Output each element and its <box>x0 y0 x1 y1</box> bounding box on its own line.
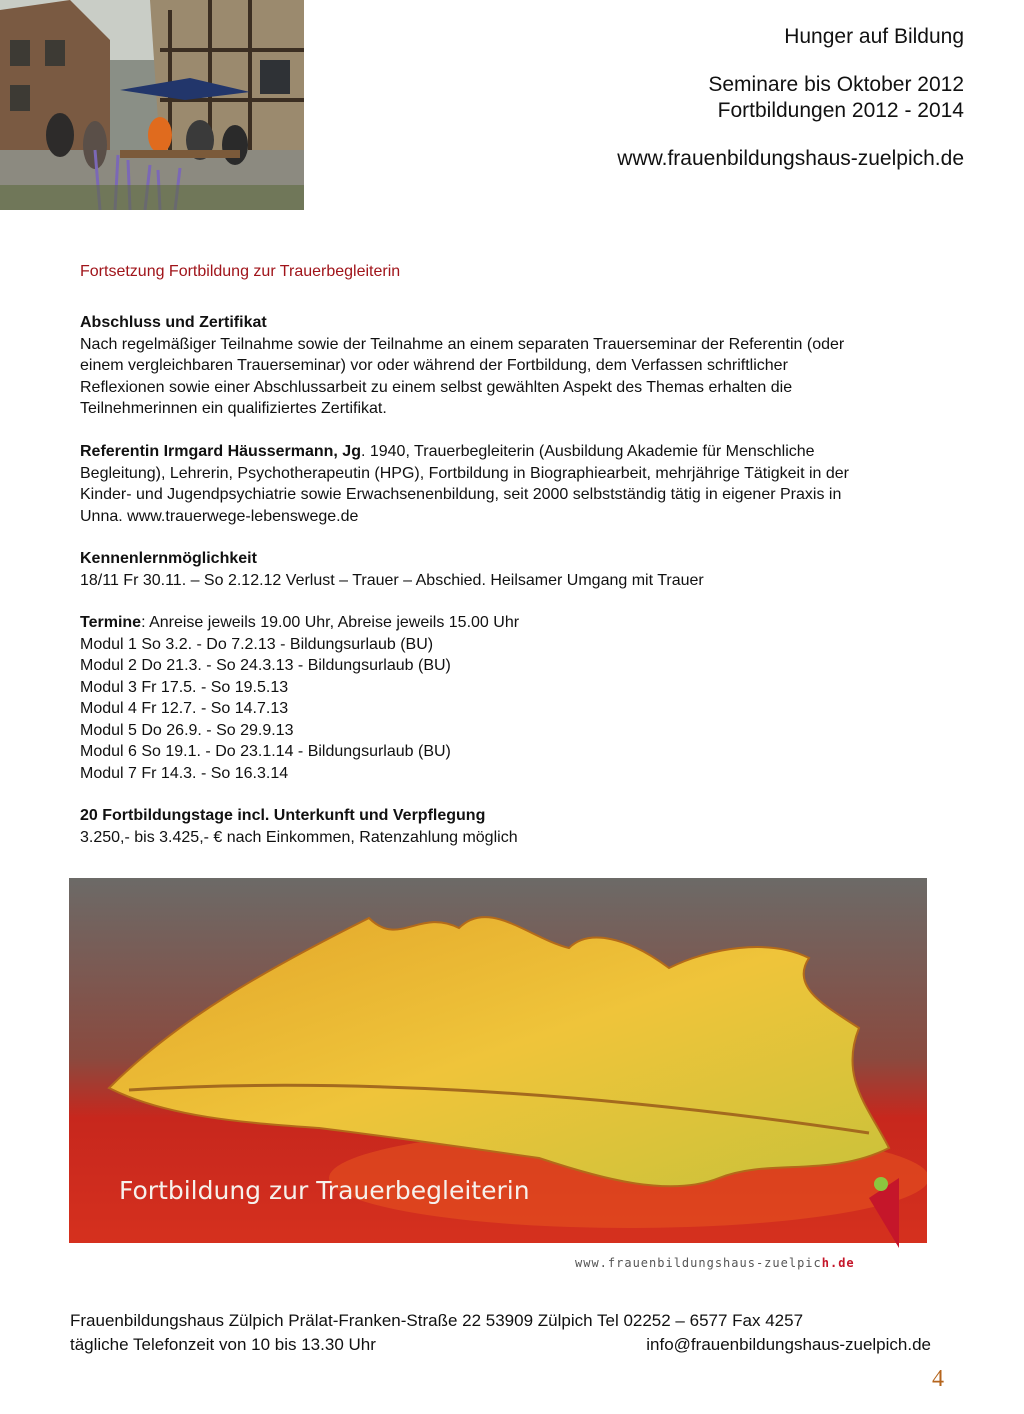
termine-heading: Termine <box>80 614 142 631</box>
kennenlern-text: 18/11 Fr 30.11. – So 2.12.12 Verlust – Trauer – Abschied. Heilsamer Umgang mit Trauer <box>80 571 704 589</box>
banner-url-prefix: www.frauenbildungshaus-zuelpic <box>575 1256 822 1270</box>
termine-section <box>80 612 960 784</box>
modul-item: Modul 4 Fr 12.7. - So 14.7.13 <box>80 700 289 717</box>
abschluss-heading: Abschluss und Zertifikat <box>80 314 267 331</box>
banner-title: Fortbildung zur Trauerbegleiterin <box>119 1176 530 1205</box>
kennenlern-heading: Kennenlernmöglichkeit <box>80 550 257 567</box>
header-website-link[interactable]: www.frauenbildungshaus-zuelpich.de <box>617 147 964 170</box>
page-number: 4 <box>932 1366 944 1392</box>
modul-item: Modul 6 So 19.1. - Do 23.1.14 - Bildungsurlaub (BU) <box>80 743 451 760</box>
modul-item: Modul 1 So 3.2. - Do 7.2.13 - Bildungsurlaub (BU) <box>80 635 434 653</box>
footer-phone-hours: tägliche Telefonzeit von 10 bis 13.30 Uhr <box>70 1335 376 1354</box>
referentin-heading: Referentin Irmgard Häussermann, Jg <box>80 443 361 460</box>
fortbildungstage-heading: 20 Fortbildungstage incl. Unterkunft und Verpflegung <box>80 807 486 824</box>
banner-image <box>69 878 927 1278</box>
banner-url <box>575 1256 855 1270</box>
termine-text: : Anreise jeweils 19.00 Uhr, Abreise jeweils 15.00 Uhr <box>141 614 520 631</box>
abschluss-section <box>80 312 960 420</box>
referentin-section <box>80 441 960 527</box>
abschluss-line: Nach regelmäßiger Teilnahme sowie der Teilnahme an einem separaten Trauerseminar der Referentin (oder <box>80 335 845 353</box>
referentin-line: Unna. www.trauerwege-lebenswege.de <box>80 507 359 525</box>
price-section <box>80 805 960 848</box>
modul-item: Modul 5 Do 26.9. - So 29.9.13 <box>80 721 294 739</box>
header-fortbildungen: Fortbildungen 2012 - 2014 <box>717 99 964 122</box>
kennenlern-section <box>80 548 960 591</box>
header-title: Hunger auf Bildung <box>784 25 964 48</box>
modul-item: Modul 3 Fr 17.5. - So 19.5.13 <box>80 678 289 696</box>
price-text: 3.250,- bis 3.425,- € nach Einkommen, Ratenzahlung möglich <box>80 828 518 846</box>
abschluss-line: Reflexionen sowie einer Abschlussarbeit zu einem selbst gewählten Aspekt des Themas erhalten die <box>80 378 793 396</box>
header-photo <box>0 0 304 210</box>
abschluss-line: einem vergleichbaren Trauerseminar) vor oder während der Fortbildung, dem Verfassen schriftlicher <box>80 357 788 374</box>
footer-address: Frauenbildungshaus Zülpich Prälat-Franken-Straße 22 53909 Zülpich Tel 02252 – 6577 Fax 4257 <box>70 1311 804 1330</box>
referentin-line: Begleitung), Lehrerin, Psychotherapeutin (HPG), Fortbildung in Biographiearbeit, mehrjährige Tätigkeit in der <box>80 464 850 482</box>
referentin-line: Kinder- und Jugendpsychiatrie sowie Erwachsenenbildung, seit 2000 selbstständig tätig in eigener Praxis in <box>80 486 842 503</box>
header-seminare: Seminare bis Oktober 2012 <box>708 73 964 96</box>
banner-url-suffix: h.de <box>821 1256 855 1270</box>
continuation-heading: Fortsetzung Fortbildung zur Trauerbegleiterin <box>80 263 401 280</box>
abschluss-line: Teilnehmerinnen ein qualifiziertes Zertifikat. <box>80 400 387 417</box>
modul-item: Modul 2 Do 21.3. - So 24.3.13 - Bildungsurlaub (BU) <box>80 657 451 674</box>
referentin-intro: . 1940, Trauerbegleiterin (Ausbildung Akademie für Menschliche <box>360 443 815 460</box>
modul-item: Modul 7 Fr 14.3. - So 16.3.14 <box>80 764 289 782</box>
footer-email-link[interactable]: info@frauenbildungshaus-zuelpich.de <box>646 1335 931 1354</box>
